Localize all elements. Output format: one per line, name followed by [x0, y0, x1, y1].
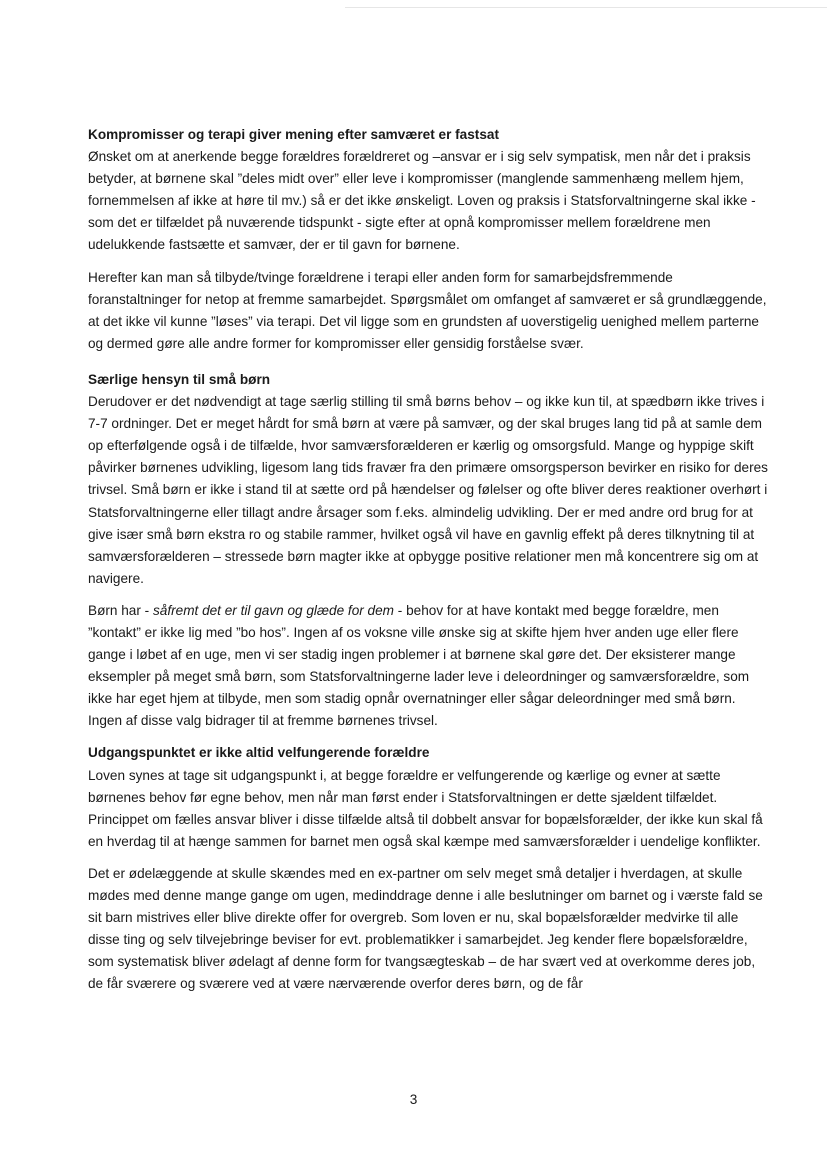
paragraph: Herefter kan man så tilbyde/tvinge forældrene i terapi eller anden form for samarbejdsfremmende foranstaltninger for netop at fremme samarbejdet. Spørgsmålet om omfanget af samværet er så grundlæggende, at det ikke vil kunne ”løses” via terapi. Det vil ligge som en grundsten af uoverstigelig uenighed mellem parterne og dermed gøre alle andre former for kompromisser eller gensidig forståelse svær.	[88, 269, 767, 351]
section-heading-smaa-boern: Særlige hensyn til små børn	[88, 371, 271, 387]
paragraph: Derudover er det nødvendigt at tage særlig stilling til små børns behov – og ikke kun til, at spædbørn ikke trives i 7-7 ordninger. Det er meget hårdt for små børn at være på samvær, og der skal bruges lang tid på at samle dem op efterfølgende også i de tilfælde, hvor samværsforælderen er kærlig og omsorgsfuld. Mange og hyppige skift påvirker børnenes udvikling, ligesom lang tids fravær fra den primære omsorgsperson bevirker en risiko for deres trivsel. Små børn er ikke i stand til at sætte ord på hændelser og følelser og ofte bliver deres reaktioner overhørt i Statsforvaltningerne eller tillagt andre årsager som f.eks. almindelig udvikling. Der er med andre ord brug for at give især små børn ekstra ro og stabile rammer, hvilket også vil have en gavnlig effekt på deres tilknytning til at samværsforælderen – stressede børn magter ikke at opbygge positive relationer men må koncentrere sig om at navigere.	[88, 394, 768, 586]
scan-edge-line	[345, 7, 827, 8]
paragraph-mixed	[88, 600, 768, 733]
paragraph: Loven synes at tage sit udgangspunkt i, at begge forældre er velfungerende og kærlige og evner at sætte børnenes behov før egne behov, men når man først ender i Statsforvaltningen er dette sjældent tilfældet. Princippet om fælles ansvar bliver i disse tilfælde altså til dobbelt ansvar for bopælsforælder, der ikke kun skal få en hverdag til at hænge sammen for barnet men også skal kæmpe med samværsforælder i uendelige konflikter.	[88, 767, 763, 849]
paragraph: Det er ødelæggende at skulle skændes med en ex-partner om selv meget små detaljer i hverdagen, at skulle mødes med denne mange gange om ugen, medinddrage denne i alle beslutninger om barnet og i værste fald se sit barn mistrives eller blive direkte offer for overgreb. Som loven er nu, skal bopælsforælder medvirke til alle disse ting og selv tilvejebringe beviser for evt. problematikker i samarbejdet. Jeg kender flere bopælsforældre, som systematisk bliver ødelagt af denne form for tvangsægteskab – de har svært ved at overkomme deres job, de får sværere og sværere ved at være nærværende overfor deres børn, og de får	[88, 865, 763, 992]
document-body	[88, 124, 768, 1005]
italic-phrase: såfremt det er til gavn og glæde for dem	[152, 602, 394, 618]
section-heading-udgangspunktet: Udgangspunktet er ikke altid velfungerende forældre	[88, 745, 430, 761]
paragraph-text: - behov for at have kontakt med begge forældre, men ”kontakt” er ikke lig med ”bo hos”. Ingen af os voksne ville ønske sig at skifte hjem hver anden uge eller flere gange i løbet af en uge, men vi ser stadig ingen problemer i at børnene skal gøre det. Der eksisterer mange eksempler på meget små børn, som Statsforvaltningerne lader leve i deleordninger og samværsforældre, som ikke har eget hjem at tilbyde, men som stadig opnår overnatninger eller sågar deleordninger med små børn. Ingen af disse valg bidrager til at fremme børnenes trivsel.	[88, 602, 750, 729]
paragraph: Ønsket om at anerkende begge forældres forældreret og –ansvar er i sig selv sympatisk, men når det i praksis betyder, at børnene skal ”deles midt over” eller leve i kompromisser (manglende sammenhæng mellem hjem, fornemmelsen af ikke at høre til mv.) så er det ikke ønskeligt. Loven og praksis i Statsforvaltningerne skal ikke - som det er tilfældet på nuværende tidspunkt - sigte efter at opnå kompromisser mellem forældrene men udelukkende fastsætte et samvær, der er til gavn for børnene.	[88, 149, 756, 253]
paragraph-text: Børn har -	[88, 602, 153, 618]
page-number: 3	[409, 1092, 418, 1107]
section-heading-kompromisser: Kompromisser og terapi giver mening efter samværet er fastsat	[88, 127, 499, 142]
